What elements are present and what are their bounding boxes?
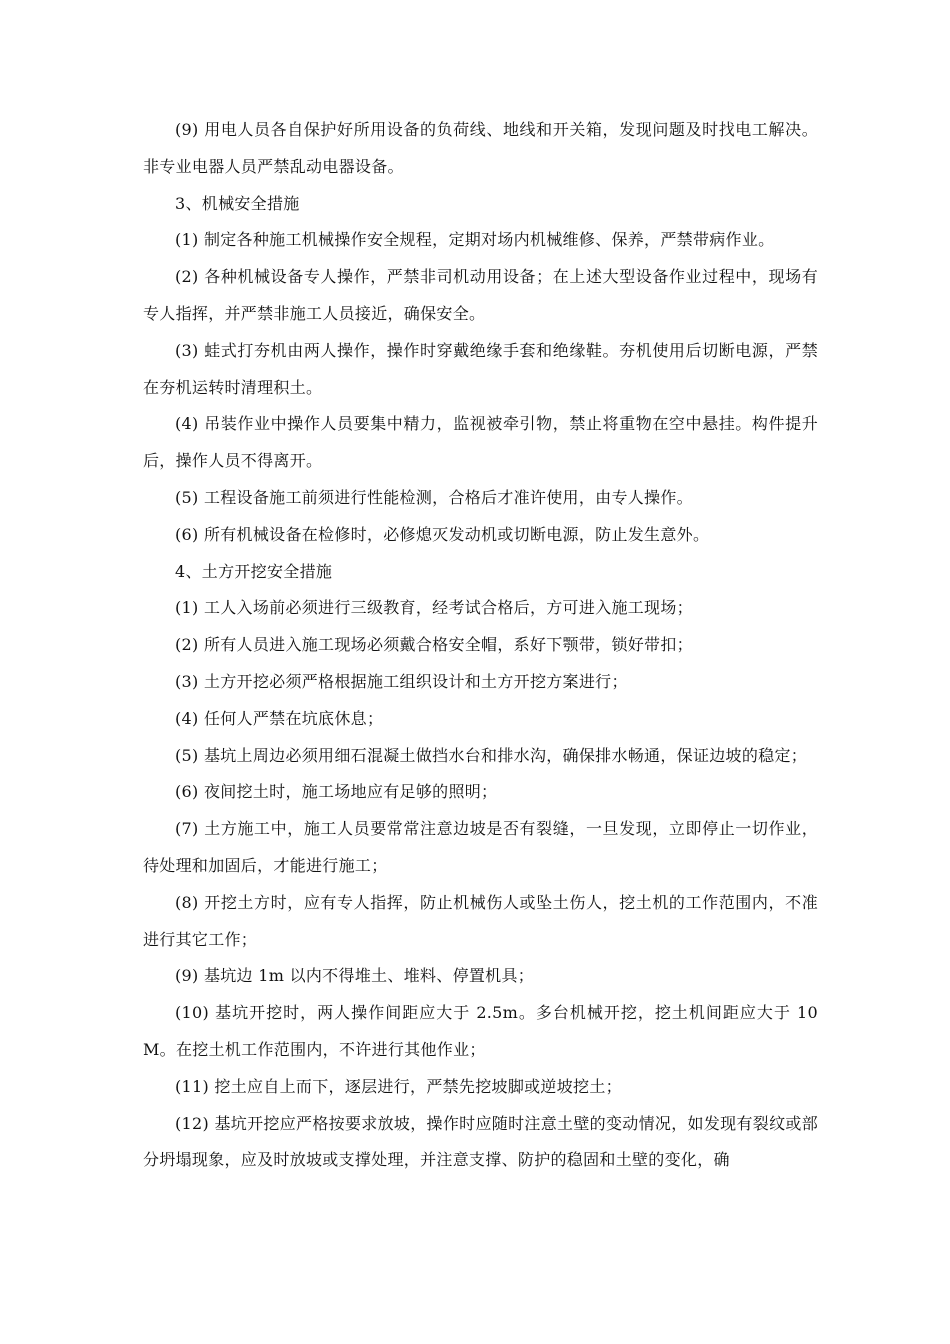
paragraph-excavation-8: (8) 开挖土方时，应有专人指挥，防止机械伤人或坠土伤人，挖土机的工作范围内，不准进行其它工作；	[143, 892, 818, 949]
paragraph-excavation-7: (7) 土方施工中，施工人员要常常注意边坡是否有裂缝，一旦发现，立即停止一切作业，待处理和加固后，才能进行施工；	[143, 819, 818, 875]
paragraph-machinery-6: (6) 所有机械设备在检修时，必修熄灭发动机或切断电源，防止发生意外。	[175, 524, 710, 544]
paragraph-excavation-11: (11) 挖土应自上而下，逐层进行，严禁先挖坡脚或逆坡挖土；	[175, 1076, 622, 1096]
paragraph-machinery-2: (2) 各种机械设备专人操作，严禁非司机动用设备；在上述大型设备作业过程中，现场有专人指挥，并严禁非施工人员接近，确保安全。	[143, 267, 818, 323]
paragraph-excavation-4: (4) 任何人严禁在坑底休息；	[175, 708, 384, 728]
paragraph-machinery-4: (4) 吊装作业中操作人员要集中精力，监视被牵引物，禁止将重物在空中悬挂。构件提升后，操作人员不得离开。	[143, 414, 818, 471]
paragraph-excavation-10: (10) 基坑开挖时，两人操作间距应大于 2.5m。多台机械开挖，挖土机间距应大于 10M。在挖土机工作范围内，不许进行其他作业；	[143, 1003, 818, 1059]
paragraph-excavation-6: (6) 夜间挖土时，施工场地应有足够的照明；	[175, 782, 498, 802]
paragraph-excavation-2: (2) 所有人员进入施工现场必须戴合格安全帽，系好下颚带，锁好带扣；	[175, 635, 693, 655]
paragraph-excavation-12: (12) 基坑开挖应严格按要求放坡，操作时应随时注意土壁的变动情况，如发现有裂纹或部分坍塌现象，应及时放坡或支撑处理，并注意支撑、防护的稳固和土壁的变化，确	[143, 1113, 818, 1170]
section-heading-machinery-safety: 3、机械安全措施	[175, 193, 300, 213]
paragraph-excavation-5: (5) 基坑上周边必须用细石混凝土做挡水台和排水沟，确保排水畅通，保证边坡的稳定；	[175, 745, 808, 765]
paragraph-electrical-9: (9) 用电人员各自保护好所用设备的负荷线、地线和开关箱，发现问题及时找电工解决。非专业电器人员严禁乱动电器设备。	[143, 120, 818, 176]
section-heading-excavation-safety: 4、土方开挖安全措施	[175, 561, 333, 581]
paragraph-excavation-1: (1) 工人入场前必须进行三级教育，经考试合格后，方可进入施工现场；	[175, 598, 693, 618]
paragraph-excavation-3: (3) 土方开挖必须严格根据施工组织设计和土方开挖方案进行；	[175, 671, 628, 691]
paragraph-machinery-3: (3) 蛙式打夯机由两人操作，操作时穿戴绝缘手套和绝缘鞋。夯机使用后切断电源，严禁在夯机运转时清理积土。	[143, 340, 818, 397]
paragraph-machinery-1: (1) 制定各种施工机械操作安全规程，定期对场内机械维修、保养，严禁带病作业。	[175, 230, 775, 250]
paragraph-machinery-5: (5) 工程设备施工前须进行性能检测，合格后才准许使用，由专人操作。	[175, 487, 693, 507]
paragraph-excavation-9: (9) 基坑边 1m 以内不得堆土、堆料、停置机具；	[175, 966, 535, 986]
